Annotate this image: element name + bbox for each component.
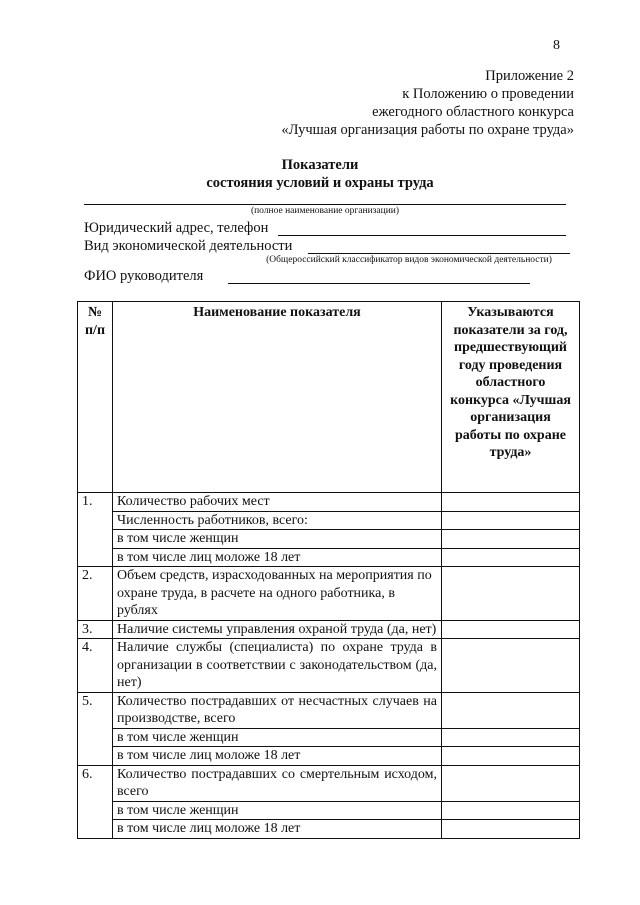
row-number: 2.	[78, 567, 113, 621]
indicator-value-cell[interactable]	[442, 620, 580, 639]
table-row	[78, 567, 580, 621]
header-name: Наименование показателя	[113, 302, 442, 493]
table-row	[78, 530, 580, 549]
indicator-value-cell[interactable]	[442, 765, 580, 801]
row-number: 6.	[78, 765, 113, 838]
table-row	[78, 493, 580, 512]
row-number: 4.	[78, 639, 113, 693]
indicator-value-cell[interactable]	[442, 567, 580, 621]
indicator-value-cell[interactable]	[442, 820, 580, 839]
indicator-name: Наличие службы (специалиста) по охране труда в организации в соответствии с законодательством (да, нет)	[113, 639, 442, 693]
appendix-block	[281, 67, 574, 139]
table-row	[78, 639, 580, 693]
table-row	[78, 820, 580, 839]
appendix-line-4: «Лучшая организация работы по охране труда»	[281, 122, 574, 138]
director-field[interactable]	[228, 271, 530, 284]
row-number: 1.	[78, 493, 113, 567]
header-num: № п/п	[78, 302, 113, 493]
indicator-name: Количество пострадавших от несчастных случаев на производстве, всего	[113, 692, 442, 728]
row-number: 5.	[78, 692, 113, 765]
address-label: Юридический адрес, телефон	[84, 220, 269, 236]
org-name-caption: (полное наименование организации)	[250, 206, 400, 216]
table-header-row	[78, 302, 580, 493]
address-field[interactable]	[278, 223, 566, 236]
indicator-name: в том числе женщин	[113, 530, 442, 549]
indicator-name: Количество пострадавших со смертельным исходом, всего	[113, 765, 442, 801]
indicator-name: в том числе лиц моложе 18 лет	[113, 548, 442, 567]
title-line-1: Показатели	[281, 157, 359, 173]
table-row	[78, 548, 580, 567]
indicator-name: в том числе женщин	[113, 801, 442, 820]
director-label: ФИО руководителя	[84, 268, 204, 284]
document-title	[0, 156, 640, 192]
indicator-value-cell[interactable]	[442, 801, 580, 820]
page-number: 8	[553, 38, 560, 53]
activity-caption: (Общероссийский классификатор видов экономической деятельности)	[266, 255, 552, 265]
indicator-name: Объем средств, израсходованных на мероприятия по охране труда, в расчете на одного работника, в рублях	[113, 567, 442, 621]
title-line-2: состояния условий и охраны труда	[206, 175, 434, 191]
indicator-name: в том числе лиц моложе 18 лет	[113, 820, 442, 839]
indicator-value-cell[interactable]	[442, 728, 580, 747]
indicator-value-cell[interactable]	[442, 747, 580, 766]
table-row	[78, 692, 580, 728]
indicator-value-cell[interactable]	[442, 530, 580, 549]
table-row	[78, 801, 580, 820]
table-row	[78, 728, 580, 747]
indicator-value-cell[interactable]	[442, 493, 580, 512]
header-value: Указываются показатели за год, предшествующий году проведения областного конкурса «Лучшая организация работы по охране труда»	[442, 302, 580, 493]
appendix-line-3: ежегодного областного конкурса	[372, 104, 574, 120]
indicator-name: Количество рабочих мест	[113, 493, 442, 512]
indicator-value-cell[interactable]	[442, 548, 580, 567]
table-row	[78, 620, 580, 639]
table-row	[78, 747, 580, 766]
indicator-value-cell[interactable]	[442, 511, 580, 530]
indicator-name: в том числе женщин	[113, 728, 442, 747]
indicators-table	[77, 301, 580, 839]
indicator-value-cell[interactable]	[442, 692, 580, 728]
indicator-name: Наличие системы управления охраной труда (да, нет)	[113, 620, 442, 639]
org-name-line[interactable]	[84, 196, 566, 205]
indicator-value-cell[interactable]	[442, 639, 580, 693]
indicator-name: Численность работников, всего:	[113, 511, 442, 530]
table-row	[78, 511, 580, 530]
activity-label: Вид экономической деятельности	[84, 238, 293, 254]
appendix-line-1: Приложение 2	[485, 68, 574, 84]
row-number: 3.	[78, 620, 113, 639]
table-row	[78, 765, 580, 801]
activity-field[interactable]	[308, 241, 570, 254]
appendix-line-2: к Положению о проведении	[402, 86, 574, 102]
indicator-name: в том числе лиц моложе 18 лет	[113, 747, 442, 766]
